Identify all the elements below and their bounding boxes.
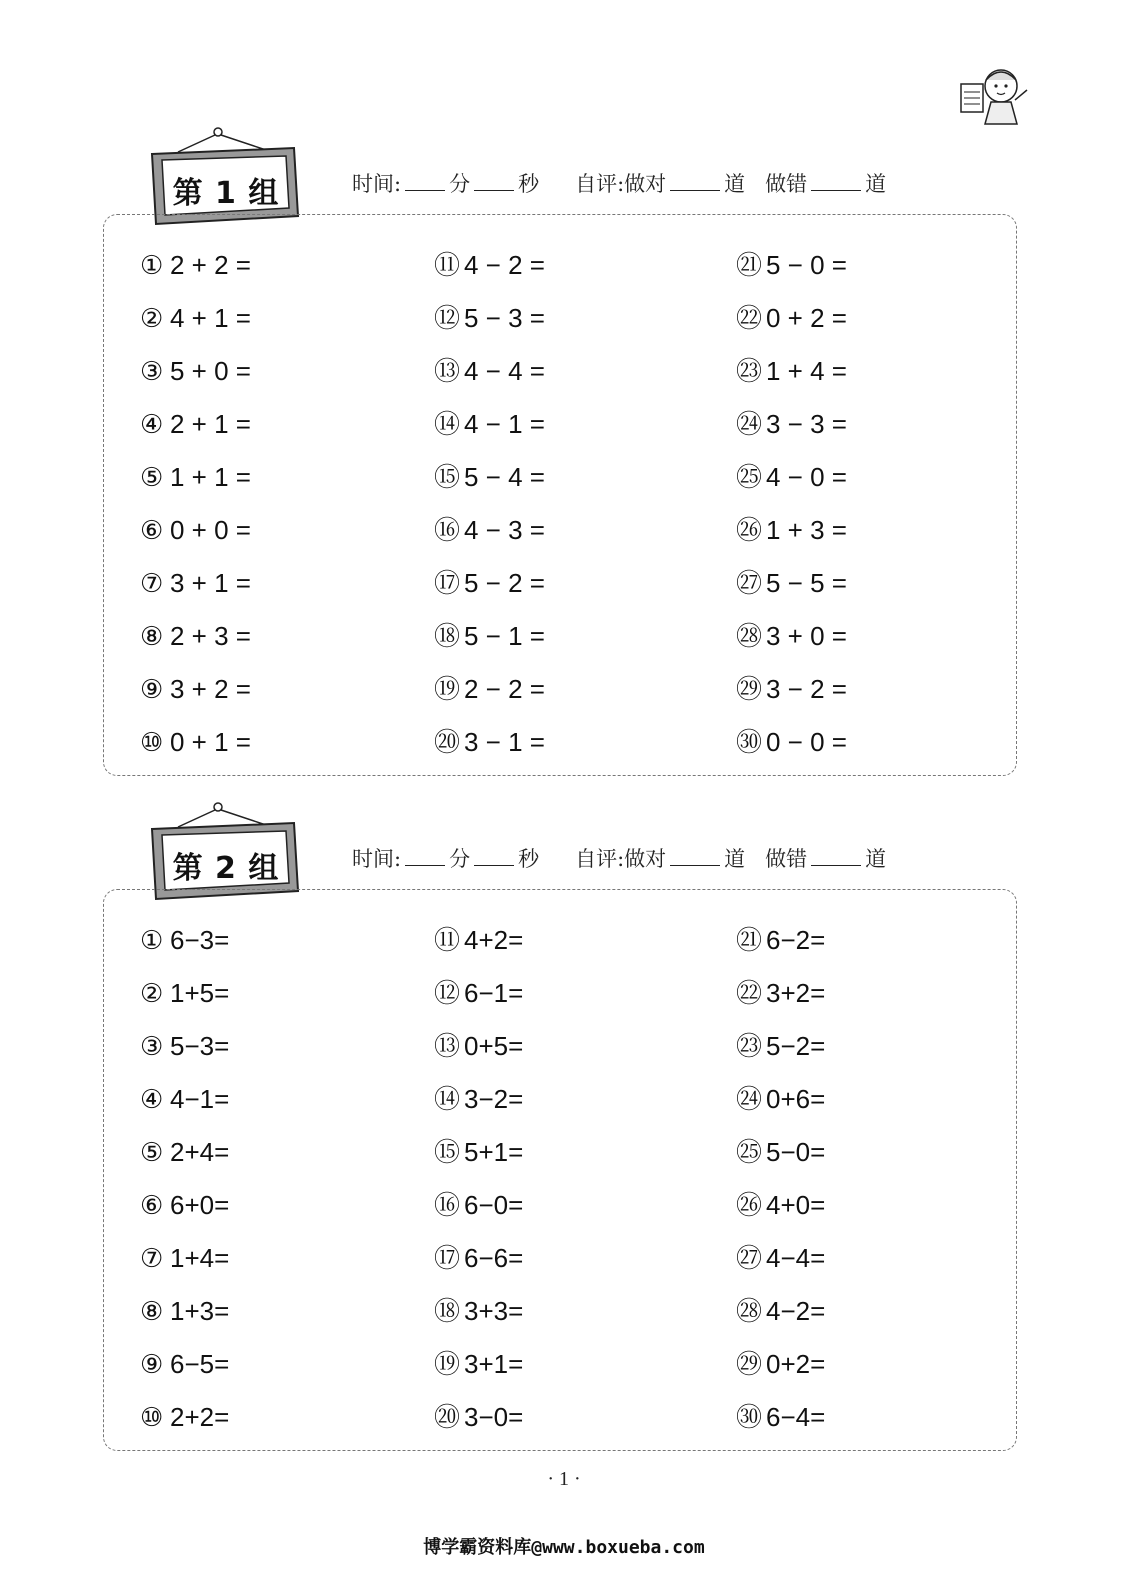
wrong-unit: 道 xyxy=(865,847,887,871)
problem-number: ㉚ xyxy=(736,1402,763,1432)
problem-number: ㉘ xyxy=(736,621,763,651)
group-title: 第 2 组 xyxy=(172,851,280,886)
problem-number: ⑨ xyxy=(140,1349,164,1379)
problem-expression: 3+2= xyxy=(766,978,826,1008)
problem-expression: 4−1= xyxy=(170,1084,230,1114)
math-problem xyxy=(736,510,1016,563)
problem-column xyxy=(736,920,1016,1450)
problem-expression: 5 − 4 = xyxy=(464,462,545,492)
seconds-blank[interactable] xyxy=(474,170,514,191)
problem-expression: 5 − 3 = xyxy=(464,303,545,333)
math-problem xyxy=(434,1185,714,1238)
problem-number: ⑨ xyxy=(140,674,164,704)
problem-number: ② xyxy=(140,978,164,1008)
problem-number: ㉑ xyxy=(736,925,763,955)
problem-number: ③ xyxy=(140,356,164,386)
self-eval-label: 自评:做对 xyxy=(575,847,667,871)
problem-expression: 2 − 2 = xyxy=(464,674,545,704)
problem-number: ㉕ xyxy=(736,462,763,492)
math-problem xyxy=(736,1185,1016,1238)
math-problem xyxy=(140,1185,420,1238)
time-and-self-evaluation xyxy=(352,168,992,198)
group-title: 第 1 组 xyxy=(172,176,280,211)
problem-number: ⑱ xyxy=(434,1296,461,1326)
problem-expression: 5 + 0 = xyxy=(170,356,251,386)
problem-expression: 0 + 2 = xyxy=(766,303,847,333)
math-problem xyxy=(736,1291,1016,1344)
math-problem xyxy=(736,351,1016,404)
problem-number: ㉒ xyxy=(736,978,763,1008)
math-problem xyxy=(434,245,714,298)
problem-number: ㉘ xyxy=(736,1296,763,1326)
problem-number: ⑳ xyxy=(434,1402,461,1432)
problem-expression: 5 − 2 = xyxy=(464,568,545,598)
problem-expression: 0+5= xyxy=(464,1031,524,1061)
problem-number: ⑲ xyxy=(434,674,461,704)
problem-expression: 4 − 2 = xyxy=(464,250,545,280)
math-problem xyxy=(140,616,420,669)
correct-unit: 道 xyxy=(724,847,746,871)
math-problem xyxy=(140,1079,420,1132)
problem-expression: 5−3= xyxy=(170,1031,230,1061)
math-problem xyxy=(736,245,1016,298)
problem-number: ⑮ xyxy=(434,1137,461,1167)
wrong-label: 做错 xyxy=(765,172,808,196)
math-problem xyxy=(434,1397,714,1450)
problem-expression: 3 + 2 = xyxy=(170,674,251,704)
math-problem xyxy=(736,1132,1016,1185)
problem-number: ④ xyxy=(140,409,164,439)
problem-expression: 3 − 3 = xyxy=(766,409,847,439)
problem-number: ㉓ xyxy=(736,356,763,386)
problem-expression: 6−0= xyxy=(464,1190,524,1220)
math-problem xyxy=(736,973,1016,1026)
problem-number: ㉚ xyxy=(736,727,763,757)
math-problem xyxy=(736,722,1016,775)
problem-expression: 3 + 1 = xyxy=(170,568,251,598)
seconds-label: 秒 xyxy=(518,172,540,196)
math-problem xyxy=(140,669,420,722)
problem-expression: 5 − 0 = xyxy=(766,250,847,280)
problem-number: ⑦ xyxy=(140,1243,164,1273)
time-label: 时间: xyxy=(352,847,402,871)
problem-expression: 5+1= xyxy=(464,1137,524,1167)
problem-expression: 4+0= xyxy=(766,1190,826,1220)
footer-watermark: 博学霸资料库@www.boxueba.com xyxy=(423,1537,705,1558)
math-problem xyxy=(434,298,714,351)
math-problem xyxy=(736,920,1016,973)
math-problem xyxy=(434,616,714,669)
problem-expression: 0 + 0 = xyxy=(170,515,251,545)
problem-number: ㉙ xyxy=(736,674,763,704)
problem-expression: 5−2= xyxy=(766,1031,826,1061)
math-problem xyxy=(434,1238,714,1291)
problem-expression: 6−1= xyxy=(464,978,524,1008)
math-problem xyxy=(736,616,1016,669)
problem-expression: 2 + 2 = xyxy=(170,250,251,280)
problem-number: ⑪ xyxy=(434,925,461,955)
time-and-self-evaluation xyxy=(352,843,992,873)
math-problem xyxy=(434,1291,714,1344)
seconds-blank[interactable] xyxy=(474,845,514,866)
math-problem xyxy=(736,1397,1016,1450)
problem-number: ③ xyxy=(140,1031,164,1061)
problem-expression: 3+1= xyxy=(464,1349,524,1379)
math-problem xyxy=(140,1291,420,1344)
problem-expression: 2 + 3 = xyxy=(170,621,251,651)
math-problem xyxy=(434,920,714,973)
math-problem xyxy=(434,1079,714,1132)
problem-expression: 4 − 1 = xyxy=(464,409,545,439)
problem-number: ⑥ xyxy=(140,515,164,545)
math-problem xyxy=(140,722,420,775)
problem-number: ⑯ xyxy=(434,1190,461,1220)
problem-expression: 5 − 5 = xyxy=(766,568,847,598)
math-problem xyxy=(434,510,714,563)
math-problem xyxy=(434,457,714,510)
problem-number: ⑮ xyxy=(434,462,461,492)
problem-expression: 6−5= xyxy=(170,1349,230,1379)
problem-number: ⑫ xyxy=(434,303,461,333)
math-problem xyxy=(434,669,714,722)
problem-expression: 4 − 0 = xyxy=(766,462,847,492)
math-problem xyxy=(434,351,714,404)
math-problem xyxy=(140,457,420,510)
problems-panel xyxy=(103,889,1017,1451)
problem-expression: 0 − 0 = xyxy=(766,727,847,757)
problem-number: ㉗ xyxy=(736,568,763,598)
problem-number: ⑩ xyxy=(140,1402,164,1432)
minutes-label: 分 xyxy=(449,172,471,196)
problem-number: ㉔ xyxy=(736,1084,763,1114)
problem-number: ㉖ xyxy=(736,1190,763,1220)
problem-expression: 6−3= xyxy=(170,925,230,955)
problem-expression: 1 + 3 = xyxy=(766,515,847,545)
problem-expression: 6−2= xyxy=(766,925,826,955)
problem-number: ⑱ xyxy=(434,621,461,651)
problem-number: ④ xyxy=(140,1084,164,1114)
problem-number: ⑬ xyxy=(434,1031,461,1061)
problem-number: ⑲ xyxy=(434,1349,461,1379)
math-problem xyxy=(736,1344,1016,1397)
problem-number: ㉕ xyxy=(736,1137,763,1167)
math-problem xyxy=(736,1026,1016,1079)
problem-number: ⑰ xyxy=(434,1243,461,1273)
math-problem xyxy=(736,669,1016,722)
problem-expression: 2+2= xyxy=(170,1402,230,1432)
wrong-label: 做错 xyxy=(765,847,808,871)
math-problem xyxy=(140,1132,420,1185)
math-problem xyxy=(140,1397,420,1450)
problem-expression: 4+2= xyxy=(464,925,524,955)
time-label: 时间: xyxy=(352,172,402,196)
problem-column xyxy=(434,920,714,1450)
problem-expression: 1 + 4 = xyxy=(766,356,847,386)
problem-expression: 2 + 1 = xyxy=(170,409,251,439)
minutes-blank[interactable] xyxy=(405,845,445,866)
math-problem xyxy=(140,1344,420,1397)
problem-expression: 0+6= xyxy=(766,1084,826,1114)
minutes-label: 分 xyxy=(449,847,471,871)
problem-column xyxy=(140,245,420,775)
problem-expression: 1+3= xyxy=(170,1296,230,1326)
math-problem xyxy=(736,563,1016,616)
math-problem xyxy=(736,298,1016,351)
page-number: · 1 · xyxy=(547,1468,581,1490)
wrong-count-blank[interactable] xyxy=(811,845,861,866)
math-problem xyxy=(140,973,420,1026)
math-problem xyxy=(736,404,1016,457)
math-problem xyxy=(434,1132,714,1185)
math-problem xyxy=(140,245,420,298)
seconds-label: 秒 xyxy=(518,847,540,871)
math-problem xyxy=(434,1344,714,1397)
correct-count-blank[interactable] xyxy=(670,170,720,191)
math-problem xyxy=(140,298,420,351)
problems-panel xyxy=(103,214,1017,776)
math-problem xyxy=(736,1079,1016,1132)
problem-number: ㉑ xyxy=(736,250,763,280)
problem-expression: 1+5= xyxy=(170,978,230,1008)
math-problem xyxy=(140,510,420,563)
problem-expression: 3 − 2 = xyxy=(766,674,847,704)
math-problem xyxy=(736,457,1016,510)
math-problem xyxy=(140,1238,420,1291)
minutes-blank[interactable] xyxy=(405,170,445,191)
problem-number: ⑯ xyxy=(434,515,461,545)
math-problem xyxy=(434,722,714,775)
problem-column xyxy=(140,920,420,1450)
problem-number: ㉔ xyxy=(736,409,763,439)
problem-expression: 4 − 3 = xyxy=(464,515,545,545)
problem-expression: 3−2= xyxy=(464,1084,524,1114)
correct-unit: 道 xyxy=(724,172,746,196)
problem-number: ⑤ xyxy=(140,462,164,492)
math-problem xyxy=(434,563,714,616)
problem-expression: 0+2= xyxy=(766,1349,826,1379)
problem-expression: 4 + 1 = xyxy=(170,303,251,333)
problem-expression: 5 − 1 = xyxy=(464,621,545,651)
problem-number: ② xyxy=(140,303,164,333)
problem-expression: 3 + 0 = xyxy=(766,621,847,651)
problem-number: ⑫ xyxy=(434,978,461,1008)
problem-number: ⑧ xyxy=(140,1296,164,1326)
problem-number: ⑧ xyxy=(140,621,164,651)
problem-number: ㉗ xyxy=(736,1243,763,1273)
problem-expression: 4−4= xyxy=(766,1243,826,1273)
problem-expression: 6+0= xyxy=(170,1190,230,1220)
problem-number: ⑳ xyxy=(434,727,461,757)
problem-number: ⑤ xyxy=(140,1137,164,1167)
math-problem xyxy=(140,1026,420,1079)
problem-number: ⑥ xyxy=(140,1190,164,1220)
correct-count-blank[interactable] xyxy=(670,845,720,866)
math-problem xyxy=(434,404,714,457)
math-problem xyxy=(140,404,420,457)
problem-expression: 0 + 1 = xyxy=(170,727,251,757)
math-problem xyxy=(434,973,714,1026)
problem-number: ⑭ xyxy=(434,1084,461,1114)
girl-holding-paper-icon xyxy=(955,60,1035,130)
math-problem xyxy=(140,920,420,973)
problem-number: ⑭ xyxy=(434,409,461,439)
wrong-count-blank[interactable] xyxy=(811,170,861,191)
problem-expression: 4 − 4 = xyxy=(464,356,545,386)
self-eval-label: 自评:做对 xyxy=(575,172,667,196)
problem-expression: 4−2= xyxy=(766,1296,826,1326)
problem-expression: 2+4= xyxy=(170,1137,230,1167)
problem-number: ① xyxy=(140,925,164,955)
problem-expression: 6−6= xyxy=(464,1243,524,1273)
problem-number: ⑰ xyxy=(434,568,461,598)
problem-number: ① xyxy=(140,250,164,280)
problem-expression: 6−4= xyxy=(766,1402,826,1432)
problem-expression: 1 + 1 = xyxy=(170,462,251,492)
math-problem xyxy=(140,563,420,616)
problem-expression: 5−0= xyxy=(766,1137,826,1167)
problem-number: ⑦ xyxy=(140,568,164,598)
problem-number: ⑬ xyxy=(434,356,461,386)
math-problem xyxy=(434,1026,714,1079)
problem-expression: 1+4= xyxy=(170,1243,230,1273)
problem-expression: 3 − 1 = xyxy=(464,727,545,757)
problem-number: ㉒ xyxy=(736,303,763,333)
problem-column xyxy=(736,245,1016,775)
wrong-unit: 道 xyxy=(865,172,887,196)
problem-column xyxy=(434,245,714,775)
problem-number: ⑩ xyxy=(140,727,164,757)
problem-number: ㉖ xyxy=(736,515,763,545)
problem-number: ㉙ xyxy=(736,1349,763,1379)
math-problem xyxy=(736,1238,1016,1291)
problem-expression: 3−0= xyxy=(464,1402,524,1432)
math-problem xyxy=(140,351,420,404)
problem-number: ⑪ xyxy=(434,250,461,280)
problem-number: ㉓ xyxy=(736,1031,763,1061)
problem-expression: 3+3= xyxy=(464,1296,524,1326)
